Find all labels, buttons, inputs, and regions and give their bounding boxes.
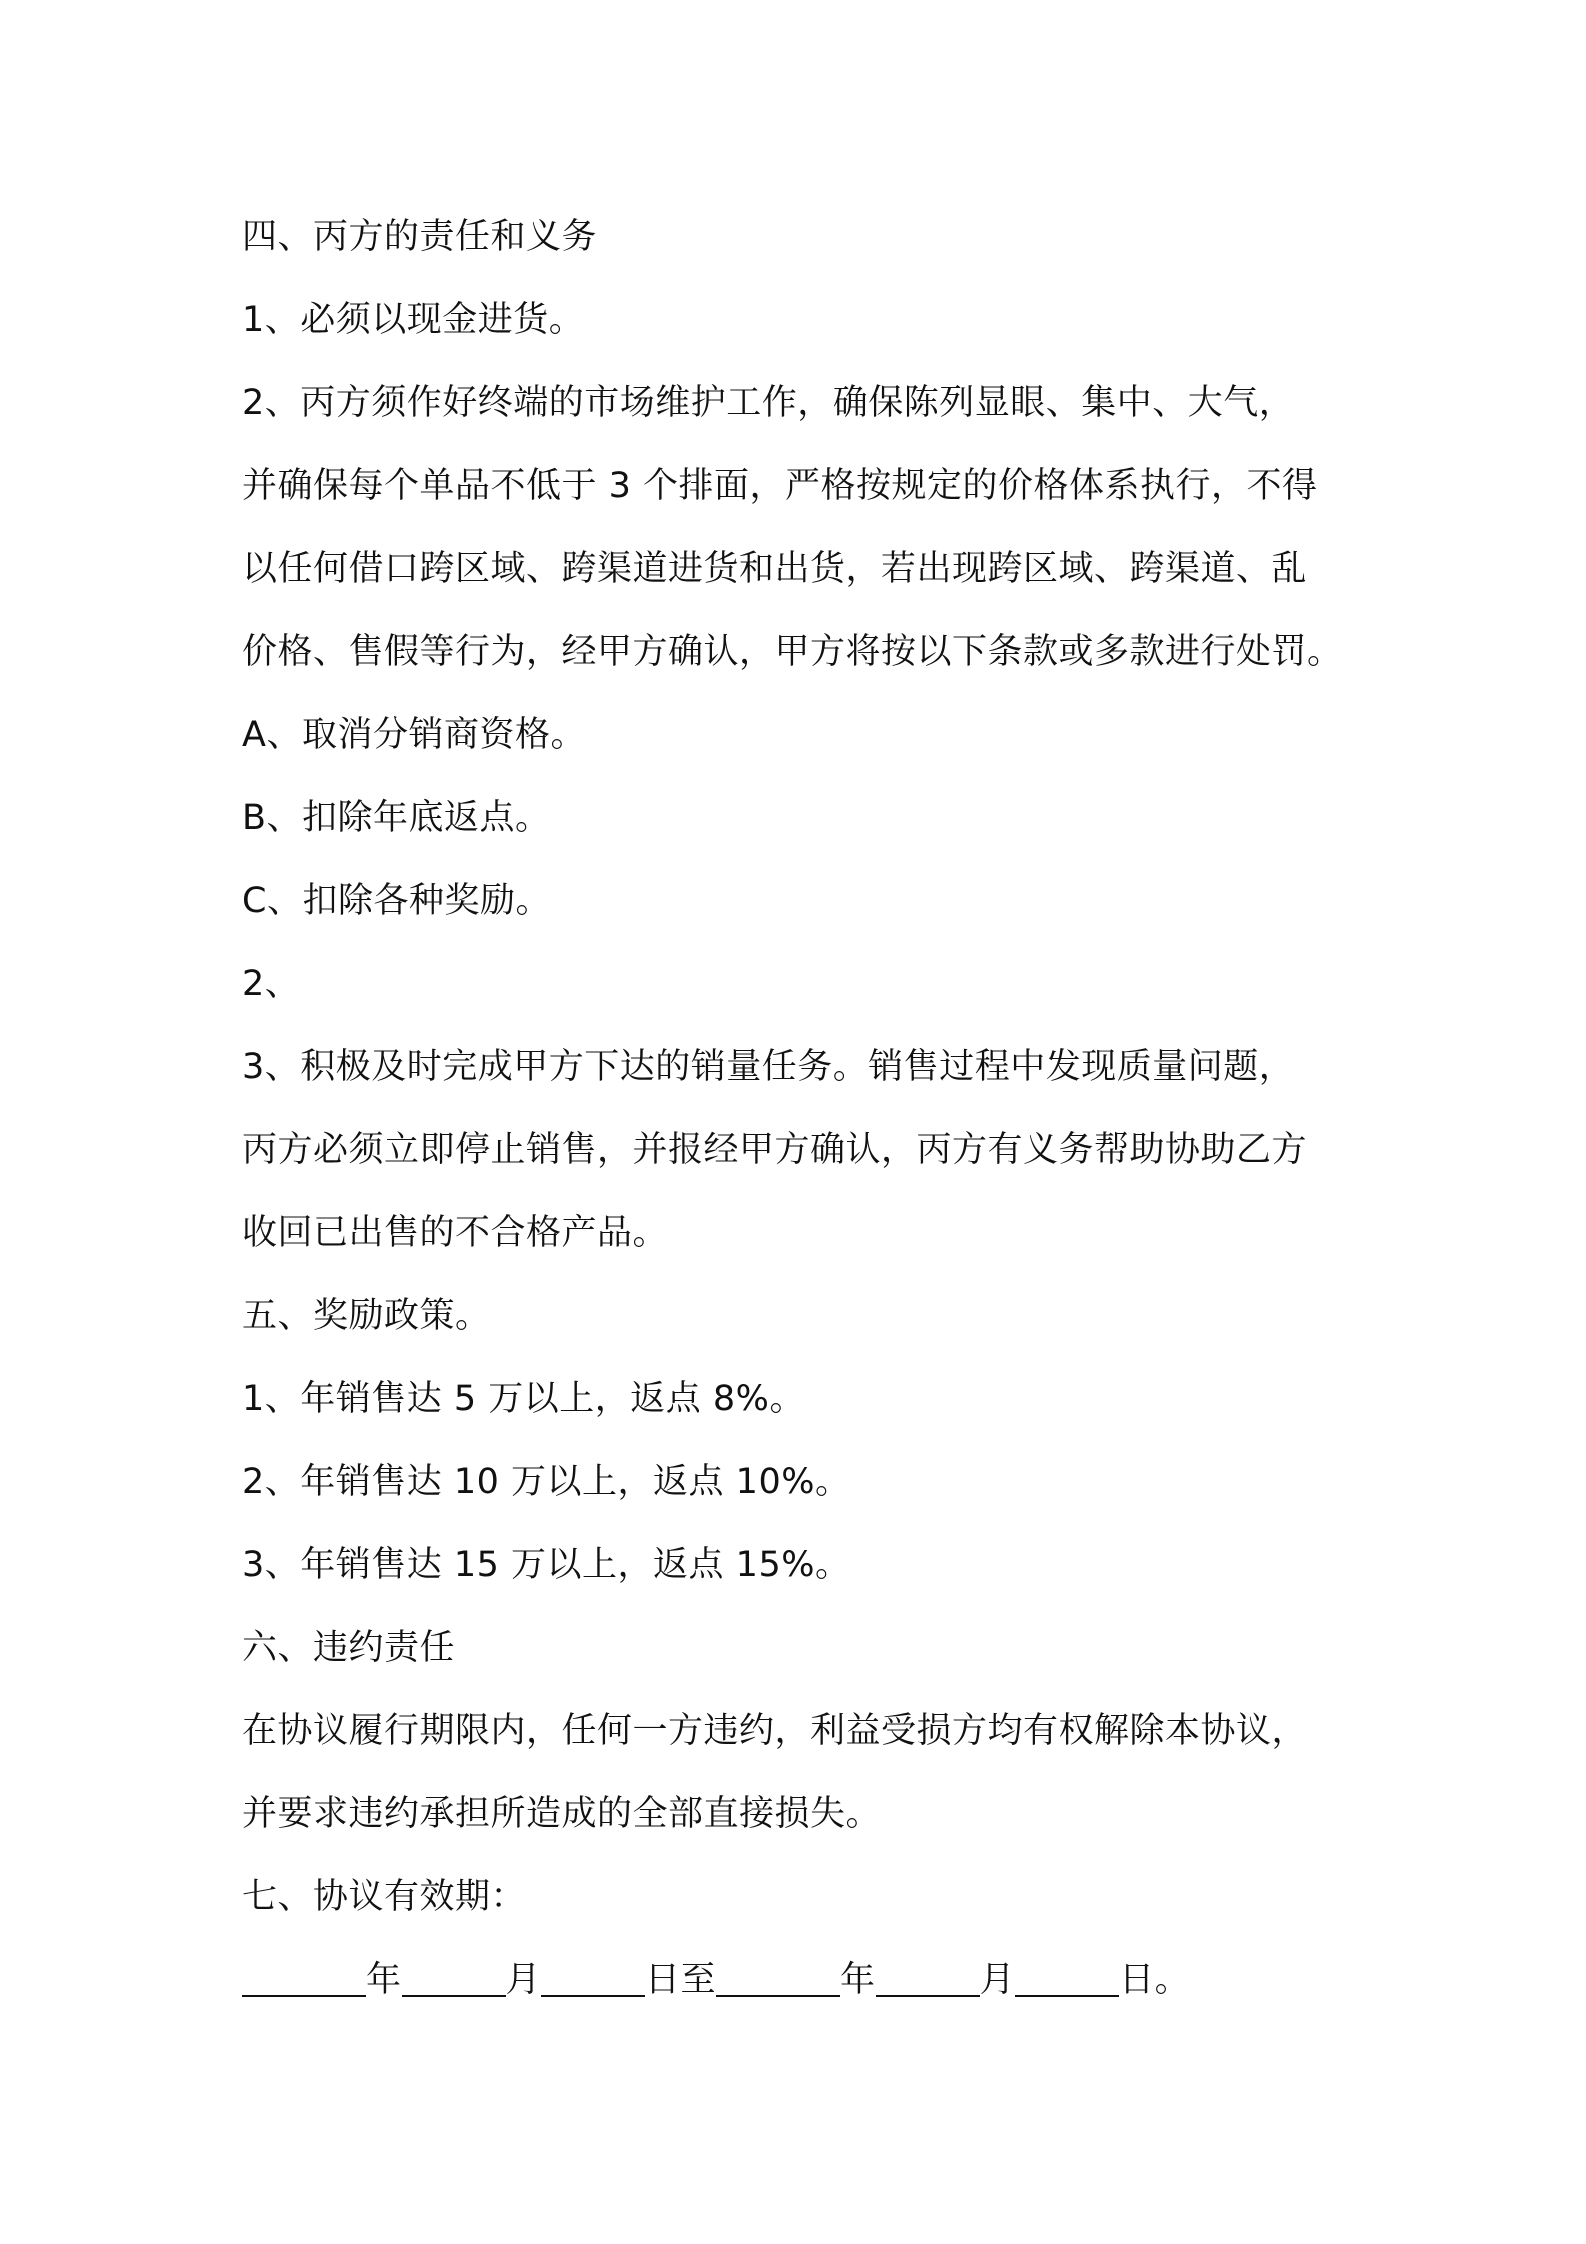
label-year: 年 bbox=[366, 1960, 402, 2000]
blank-start-month[interactable] bbox=[402, 1963, 506, 1997]
section4-item2-line4: 价格、售假等行为，经甲方确认，甲方将按以下条款或多款进行处罚。 bbox=[242, 632, 1343, 672]
label-month-end: 月 bbox=[979, 1960, 1016, 2000]
section5-heading: 五、奖励政策。 bbox=[242, 1296, 491, 1336]
section4-item2-line1: 2、丙方须作好终端的市场维护工作，确保陈列显眼、集中、大气， bbox=[242, 383, 1295, 423]
section7-heading: 七、协议有效期： bbox=[242, 1877, 527, 1917]
penalty-b: B、扣除年底返点。 bbox=[242, 798, 551, 838]
section5-item3: 3、年销售达 15 万以上，返点 15%。 bbox=[242, 1545, 851, 1585]
blank-start-year[interactable] bbox=[242, 1963, 366, 1997]
blank-end-month[interactable] bbox=[876, 1963, 980, 1997]
penalty-a: A、取消分销商资格。 bbox=[242, 715, 586, 755]
penalty-c: C、扣除各种奖励。 bbox=[242, 881, 551, 921]
section5-item1: 1、年销售达 5 万以上，返点 8%。 bbox=[242, 1379, 805, 1419]
blank-end-day[interactable] bbox=[1015, 1963, 1119, 1997]
section4-item3-line1: 3、积极及时完成甲方下达的销量任务。销售过程中发现质量问题， bbox=[242, 1047, 1295, 1087]
section6-body-line2: 并要求违约承担所造成的全部直接损失。 bbox=[242, 1794, 882, 1834]
section4-item1: 1、必须以现金进货。 bbox=[242, 300, 585, 340]
label-day-to: 日至 bbox=[645, 1960, 717, 2000]
section6-body-line1: 在协议履行期限内，任何一方违约，利益受损方均有权解除本协议， bbox=[242, 1711, 1308, 1751]
validity-date-range bbox=[242, 1939, 1362, 2022]
label-year-end: 年 bbox=[840, 1960, 876, 2000]
section4-item2-line3: 以任何借口跨区域、跨渠道进货和出货，若出现跨区域、跨渠道、乱 bbox=[242, 549, 1308, 589]
blank-end-year[interactable] bbox=[716, 1963, 840, 1997]
label-month: 月 bbox=[505, 1960, 542, 2000]
section4-item3-line3: 收回已出售的不合格产品。 bbox=[242, 1213, 669, 1253]
section4-item2-line2: 并确保每个单品不低于 3 个排面，严格按规定的价格体系执行，不得 bbox=[242, 466, 1318, 506]
section4-item2-empty: 2、 bbox=[242, 964, 301, 1004]
section4-item3-line2: 丙方必须立即停止销售，并报经甲方确认，丙方有义务帮助协助乙方 bbox=[242, 1130, 1308, 1170]
document-body bbox=[242, 196, 1362, 2022]
blank-start-day[interactable] bbox=[541, 1963, 645, 1997]
section4-heading: 四、丙方的责任和义务 bbox=[242, 217, 598, 257]
section6-heading: 六、违约责任 bbox=[242, 1628, 456, 1668]
section5-item2: 2、年销售达 10 万以上，返点 10%。 bbox=[242, 1462, 851, 1502]
label-day-end: 日。 bbox=[1119, 1960, 1191, 2000]
